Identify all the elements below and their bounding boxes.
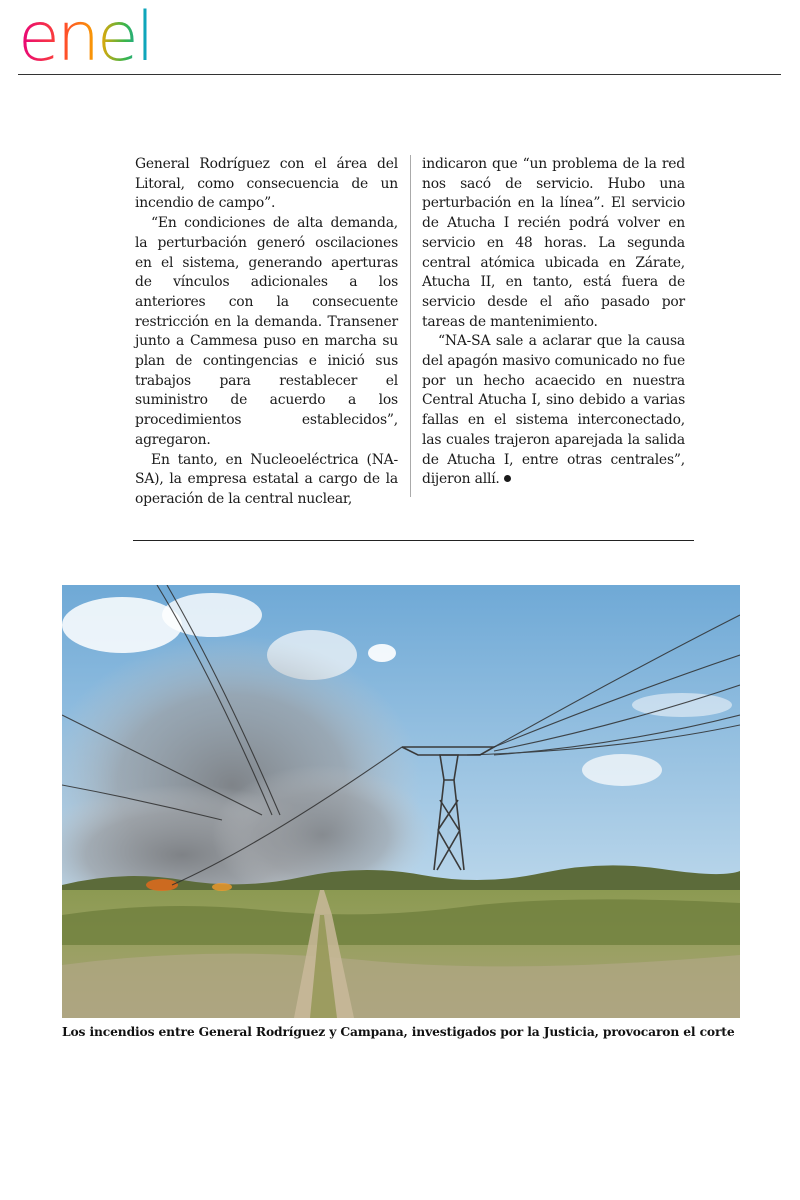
paragraph bbox=[422, 332, 685, 490]
paragraph: indicaron que “un problema de la red nos sacó de servicio. Hubo una perturbación en la línea”. El servicio de Atucha I recién podrá volver en servicio en 48 horas. La segunda central atómica ubicada en Zárate, Atucha II, en tanto, está fuera de servicio desde el año pasado por tareas de mantenimiento. bbox=[422, 156, 685, 330]
paragraph: En tanto, en Nucleoeléctrica (NA-SA), la empresa estatal a cargo de la operación de la central nuclear, bbox=[135, 451, 398, 507]
column-divider bbox=[410, 155, 411, 497]
end-of-article-mark bbox=[504, 475, 511, 482]
article-column-1 bbox=[135, 155, 398, 510]
photo-caption: Los incendios entre General Rodríguez y Campana, investigados por la Justicia, provocaron el corte bbox=[62, 1024, 735, 1039]
article-column-2 bbox=[422, 155, 685, 490]
paragraph: “En condiciones de alta demanda, la perturbación generó oscilaciones en el sistema, generando aperturas de vínculos adicionales a los anteriores con la consecuente restricción en la demanda. Transener junto a Cammesa puso en marcha su plan de contingencias e inició sus trabajos para restablecer el suministro de acuerdo a los procedimientos establecidos”, agregaron. bbox=[135, 215, 398, 448]
section-rule bbox=[133, 540, 694, 541]
paragraph-text: “NA-SA sale a aclarar que la causa del apagón masivo comunicado no fue por un hecho acaecido en nuestra Central Atucha I, sino debido a varias fallas en el sistema interconectado, las cuales trajeron aparejada la salida de Atucha I, entre otras centrales”, dijeron allí. bbox=[422, 333, 685, 488]
paragraph: General Rodríguez con el área del Litoral, como consecuencia de un incendio de campo”. bbox=[135, 156, 398, 212]
page-header bbox=[18, 0, 781, 76]
article-photo bbox=[62, 585, 740, 1018]
photo-power-lines-fire bbox=[62, 585, 740, 1018]
svg-text:enel: enel bbox=[18, 4, 152, 66]
enel-logo bbox=[18, 4, 183, 66]
header-rule bbox=[18, 74, 781, 75]
